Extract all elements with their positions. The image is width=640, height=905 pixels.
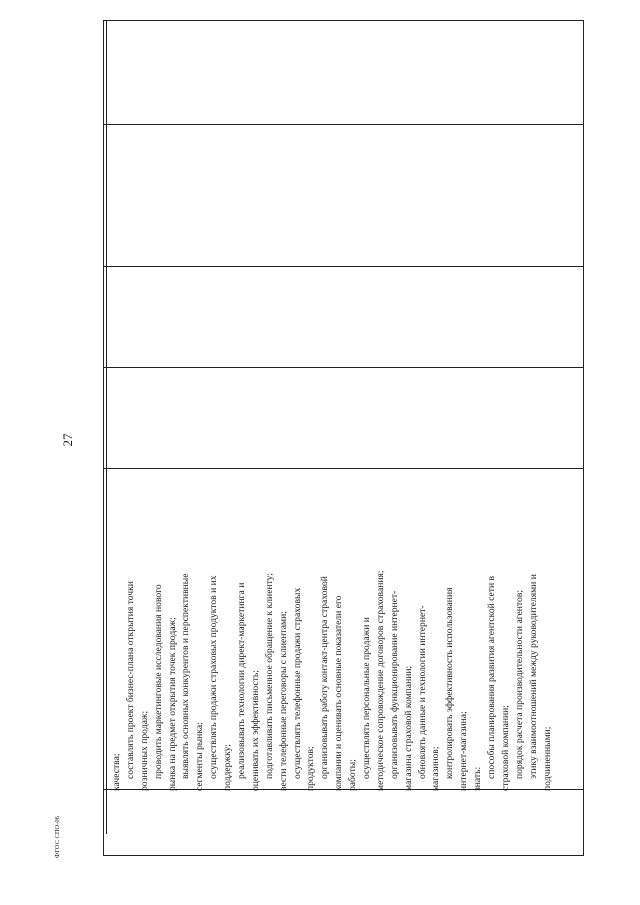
content-line: методическое сопровождение договоров страхования; — [374, 570, 386, 791]
content-line: качества; — [111, 753, 122, 791]
content-block — [110, 465, 570, 791]
content-line: способы планирования развития агентской сети в — [486, 575, 498, 779]
table-cell-empty-5 — [104, 790, 583, 857]
content-line: страховой компании; — [499, 705, 511, 791]
content-line: подготавливать письменное обращение к клиенту; — [263, 573, 275, 779]
content-line: магазинов; — [430, 746, 442, 791]
content-line: продуктов; — [305, 746, 317, 791]
content-line: организовывать работу контакт-центра страховой — [319, 576, 331, 779]
content-line: сегменты рынка; — [194, 722, 206, 791]
table-cell-empty-3 — [104, 267, 583, 367]
content-line: реализовывать технологии директ-маркетинга и — [236, 582, 248, 779]
page-number: 27 — [60, 433, 75, 447]
content-line: этику взаимоотношений между руководителями и — [527, 574, 539, 779]
table-cell-empty-1 — [104, 21, 583, 124]
content-line: контролировать эффективность использования — [444, 587, 456, 779]
content-line: проводить маркетинговые исследования нового — [152, 584, 164, 779]
content-line: вести телефонные переговоры с клиентами; — [277, 611, 289, 791]
content-line: обновлять данные и технологии интернет- — [416, 605, 428, 779]
content-line: оценивать их эффективность; — [249, 670, 261, 791]
table-inner-border — [106, 21, 107, 834]
content-line: розничных продаж; — [138, 710, 150, 791]
content-line: магазина страховой компании; — [402, 665, 414, 791]
content-line: осуществлять персональные продажи и — [361, 617, 373, 779]
content-line: рынка на предмет открытия точек продаж; — [166, 617, 178, 791]
content-line: осуществлять продажи страховых продуктов и их — [208, 575, 220, 779]
content-line: компании и оценивать основные показатели его — [333, 595, 345, 791]
content-line: осуществлять телефонные продажи страховых — [291, 587, 303, 779]
content-line: составлять проект бизнес-плана открытия точки — [124, 581, 136, 779]
content-line: выявлять основных конкурентов и перспективные — [180, 573, 192, 779]
footer-code: ФГОС СПО-06 — [54, 816, 61, 858]
table-cell-empty-2 — [104, 125, 583, 266]
content-line: подчиненными; — [541, 726, 553, 791]
content-text — [110, 465, 570, 791]
content-line: поддержку; — [222, 744, 234, 791]
content-line: знать: — [472, 766, 484, 791]
content-line: порядок расчета производительности агентов; — [513, 590, 525, 779]
content-line: интернет-магазина; — [458, 711, 470, 791]
content-line: организовывать функционирование интернет- — [388, 590, 400, 779]
table-cell-empty-4 — [104, 368, 583, 468]
content-line: работы; — [347, 759, 359, 791]
